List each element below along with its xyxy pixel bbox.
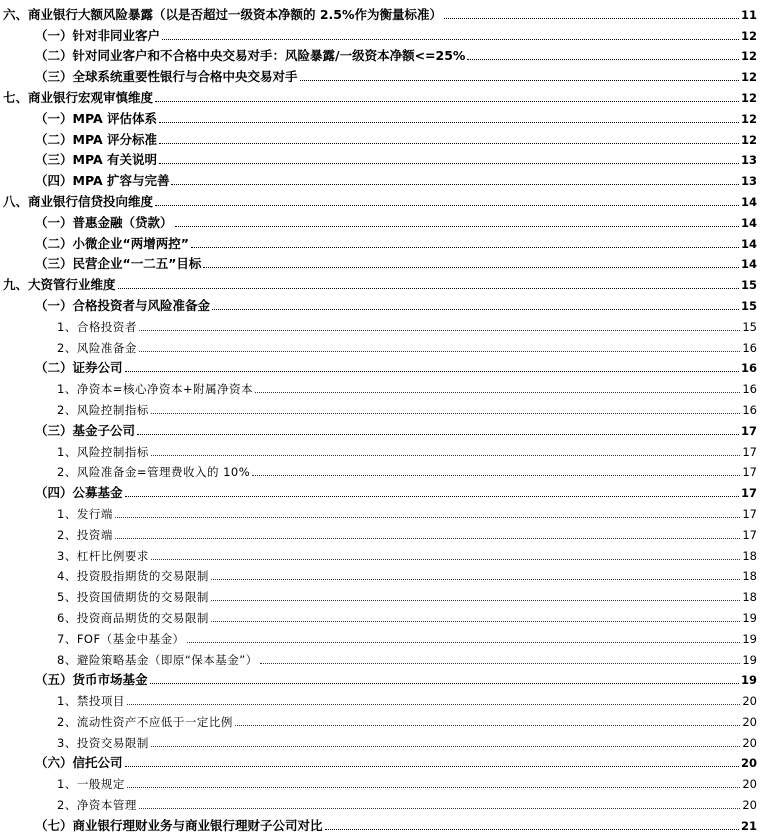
toc-entry-title: 8、避险策略基金（即原“保本基金”）: [57, 652, 258, 667]
toc-entry-page: 17: [742, 444, 757, 459]
toc-entry-page: 16: [742, 340, 757, 355]
toc-entry-title: 3、投资交易限制: [57, 735, 149, 750]
toc-entry[interactable]: [0, 751, 762, 772]
dot-leader: [300, 80, 739, 81]
toc-entry[interactable]: [0, 460, 762, 481]
table-of-contents: [0, 2, 762, 834]
toc-entry-page: 16: [740, 361, 757, 376]
toc-entry-title: 6、投资商品期货的交易限制: [57, 610, 209, 625]
toc-entry-page: 17: [740, 486, 757, 501]
dot-leader: [260, 663, 741, 664]
toc-entry-page: 14: [740, 236, 757, 251]
toc-entry-page: 13: [740, 153, 757, 168]
toc-entry[interactable]: [0, 439, 762, 460]
toc-entry[interactable]: [0, 23, 762, 44]
toc-entry[interactable]: [0, 647, 762, 668]
dot-leader: [151, 413, 741, 414]
dot-leader: [159, 122, 739, 123]
dot-leader: [139, 808, 741, 809]
toc-entry-title: （三）民营企业“一二五”目标: [35, 256, 202, 272]
toc-entry[interactable]: [0, 2, 762, 23]
dot-leader: [444, 18, 739, 19]
toc-entry[interactable]: [0, 189, 762, 210]
toc-entry-page: 19: [742, 610, 757, 625]
toc-entry[interactable]: [0, 44, 762, 65]
toc-entry[interactable]: [0, 127, 762, 148]
dot-leader: [127, 704, 741, 705]
dot-leader: [125, 766, 739, 767]
toc-entry[interactable]: [0, 397, 762, 418]
toc-entry[interactable]: [0, 813, 762, 834]
toc-entry-title: （一）针对非同业客户: [35, 27, 161, 43]
toc-entry[interactable]: [0, 626, 762, 647]
toc-entry-page: 19: [740, 673, 757, 688]
dot-leader: [187, 642, 741, 643]
toc-entry-page: 17: [740, 423, 757, 438]
toc-entry[interactable]: [0, 771, 762, 792]
toc-entry-page: 15: [740, 278, 757, 293]
toc-entry-title: 1、净资本=核心净资本+附属净资本: [57, 382, 254, 397]
toc-entry[interactable]: [0, 543, 762, 564]
toc-entry-title: （五）货币市场基金: [35, 672, 148, 688]
dot-leader: [139, 351, 741, 352]
toc-entry-page: 16: [742, 402, 757, 417]
toc-entry[interactable]: [0, 480, 762, 501]
toc-entry[interactable]: [0, 501, 762, 522]
toc-entry-title: 2、流动性资产不应低于一定比例: [57, 714, 233, 729]
toc-entry-page: 20: [742, 777, 757, 792]
toc-entry[interactable]: [0, 709, 762, 730]
toc-entry[interactable]: [0, 584, 762, 605]
dot-leader: [125, 496, 739, 497]
toc-entry-page: 18: [742, 590, 757, 605]
toc-entry[interactable]: [0, 168, 762, 189]
toc-entry-title: 5、投资国债期货的交易限制: [57, 590, 209, 605]
toc-entry-page: 19: [742, 652, 757, 667]
dot-leader: [151, 455, 741, 456]
toc-entry-page: 12: [740, 90, 757, 105]
toc-entry-title: （二）小微企业“两增两控”: [35, 235, 189, 251]
toc-entry-page: 15: [742, 319, 757, 334]
toc-entry[interactable]: [0, 252, 762, 273]
toc-entry[interactable]: [0, 688, 762, 709]
toc-entry-title: 六、商业银行大额风险暴露（以是否超过一级资本净额的 2.5%作为衡量标准）: [3, 6, 443, 22]
dot-leader: [191, 247, 739, 248]
toc-entry-title: 1、禁投项目: [57, 694, 125, 709]
dot-leader: [137, 434, 739, 435]
toc-entry[interactable]: [0, 148, 762, 169]
toc-entry-title: 2、风险控制指标: [57, 402, 149, 417]
toc-entry[interactable]: [0, 335, 762, 356]
toc-entry-page: 12: [740, 70, 757, 85]
toc-entry-page: 14: [740, 194, 757, 209]
toc-entry[interactable]: [0, 605, 762, 626]
toc-entry-page: 16: [742, 382, 757, 397]
dot-leader: [159, 163, 739, 164]
toc-entry[interactable]: [0, 418, 762, 439]
toc-entry-title: （三）全球系统重要性银行与合格中央交易对手: [35, 69, 298, 85]
dot-leader: [127, 787, 741, 788]
dot-leader: [325, 829, 739, 830]
toc-entry[interactable]: [0, 668, 762, 689]
toc-entry-title: 九、大资管行业维度: [3, 277, 116, 293]
dot-leader: [203, 267, 739, 268]
dot-leader: [467, 59, 739, 60]
toc-entry-title: （二）针对同业客户和不合格中央交易对手：风险暴露/一级资本净额<=25%: [35, 48, 466, 64]
toc-entry-title: 3、杠杆比例要求: [57, 548, 149, 563]
dot-leader: [211, 600, 741, 601]
toc-entry-title: （一）合格投资者与风险准备金: [35, 297, 211, 313]
toc-entry-page: 18: [742, 569, 757, 584]
toc-entry-page: 14: [740, 215, 757, 230]
toc-entry-page: 12: [740, 111, 757, 126]
toc-entry-page: 12: [740, 49, 757, 64]
toc-entry-page: 17: [742, 527, 757, 542]
toc-entry-title: （二）MPA 评分标准: [35, 131, 157, 147]
dot-leader: [118, 288, 739, 289]
toc-entry-page: 20: [742, 798, 757, 813]
dot-leader: [115, 538, 741, 539]
toc-entry[interactable]: [0, 792, 762, 813]
toc-entry-title: 七、商业银行宏观审慎维度: [3, 89, 154, 105]
toc-entry[interactable]: [0, 356, 762, 377]
toc-entry-page: 19: [742, 631, 757, 646]
toc-entry-page: 15: [740, 298, 757, 313]
toc-entry-title: 1、发行端: [57, 506, 113, 521]
dot-leader: [255, 392, 740, 393]
toc-entry-page: 20: [742, 714, 757, 729]
toc-entry-title: （四）MPA 扩容与完善: [35, 173, 170, 189]
toc-entry-title: 4、投资股指期货的交易限制: [57, 569, 209, 584]
toc-entry-page: 20: [740, 756, 757, 771]
toc-entry-page: 12: [740, 132, 757, 147]
toc-entry[interactable]: [0, 314, 762, 335]
toc-entry[interactable]: [0, 293, 762, 314]
toc-entry[interactable]: [0, 106, 762, 127]
toc-entry-title: （二）证券公司: [35, 360, 123, 376]
toc-entry-title: 2、净资本管理: [57, 798, 137, 813]
toc-entry[interactable]: [0, 231, 762, 252]
toc-entry-page: 13: [740, 174, 757, 189]
dot-leader: [175, 226, 739, 227]
toc-entry[interactable]: [0, 64, 762, 85]
toc-entry-page: 17: [742, 506, 757, 521]
toc-entry-page: 20: [742, 694, 757, 709]
dot-leader: [171, 184, 739, 185]
toc-entry-title: （三）MPA 有关说明: [35, 152, 157, 168]
dot-leader: [162, 39, 739, 40]
dot-leader: [211, 579, 741, 580]
toc-entry[interactable]: [0, 85, 762, 106]
dot-leader: [125, 371, 739, 372]
toc-entry[interactable]: [0, 376, 762, 397]
dot-leader: [159, 143, 739, 144]
toc-entry-page: 14: [740, 257, 757, 272]
toc-entry-page: 20: [742, 735, 757, 750]
dot-leader: [155, 205, 739, 206]
toc-entry-page: 12: [740, 28, 757, 43]
toc-entry[interactable]: [0, 272, 762, 293]
toc-entry-title: 1、合格投资者: [57, 319, 137, 334]
dot-leader: [235, 725, 741, 726]
dot-leader: [252, 475, 740, 476]
dot-leader: [151, 746, 741, 747]
dot-leader: [115, 517, 741, 518]
toc-entry-title: 1、风险控制指标: [57, 444, 149, 459]
dot-leader: [150, 683, 739, 684]
toc-entry[interactable]: [0, 564, 762, 585]
toc-entry-title: 2、风险准备金: [57, 340, 137, 355]
dot-leader: [139, 330, 741, 331]
toc-entry-page: 17: [742, 465, 757, 480]
toc-entry-title: 1、一般规定: [57, 777, 125, 792]
toc-entry-title: 2、风险准备金=管理费收入的 10%: [57, 465, 251, 480]
toc-entry[interactable]: [0, 522, 762, 543]
dot-leader: [155, 101, 739, 102]
toc-entry-title: 7、FOF（基金中基金）: [57, 631, 185, 646]
toc-entry[interactable]: [0, 730, 762, 751]
toc-entry-title: 2、投资端: [57, 527, 113, 542]
toc-entry-page: 18: [742, 548, 757, 563]
dot-leader: [212, 309, 739, 310]
toc-entry-title: 八、商业银行信贷投向维度: [3, 193, 154, 209]
toc-entry-title: （七）商业银行理财业务与商业银行理财子公司对比: [35, 817, 323, 833]
toc-entry-title: （四）公募基金: [35, 485, 123, 501]
toc-entry-title: （一）普惠金融（贷款）: [35, 214, 173, 230]
toc-entry-page: 21: [740, 818, 757, 833]
dot-leader: [151, 559, 741, 560]
toc-entry-title: （三）基金子公司: [35, 422, 136, 438]
toc-entry-title: （六）信托公司: [35, 755, 123, 771]
dot-leader: [211, 621, 741, 622]
toc-entry-page: 11: [740, 7, 757, 22]
toc-entry-title: （一）MPA 评估体系: [35, 110, 157, 126]
toc-entry[interactable]: [0, 210, 762, 231]
